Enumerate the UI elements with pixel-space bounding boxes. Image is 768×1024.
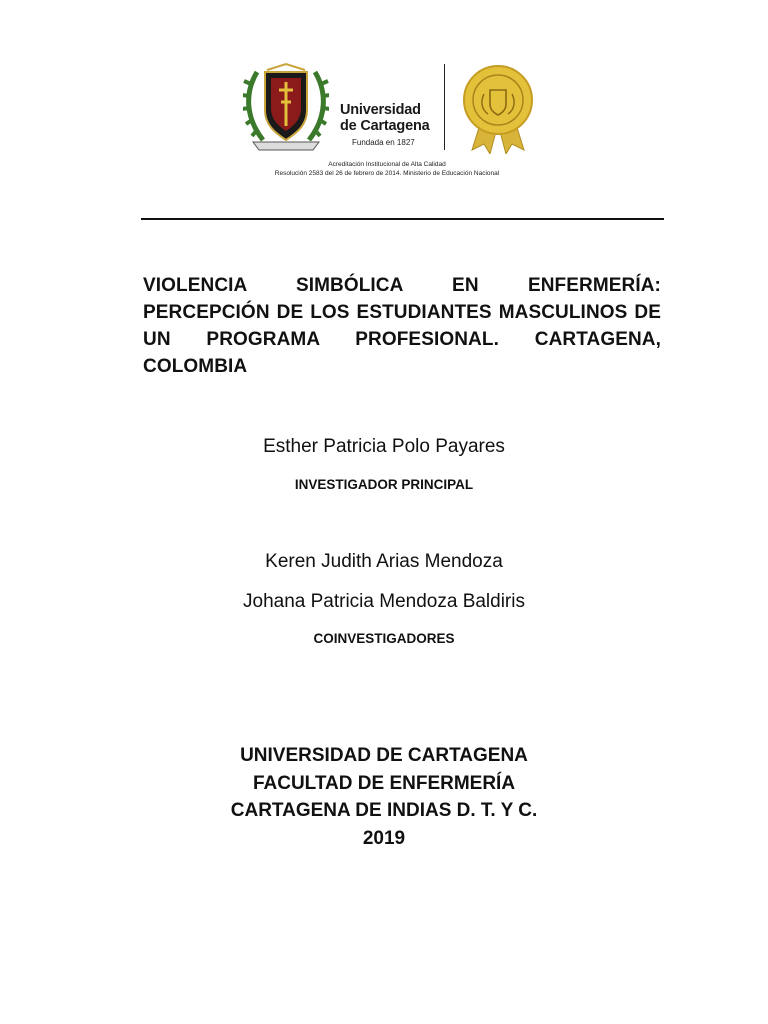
principal-investigator-role: INVESTIGADOR PRINCIPAL bbox=[294, 477, 474, 492]
coinvestigators-role: COINVESTIGADORES bbox=[313, 631, 455, 646]
thesis-title: VIOLENCIA SIMBÓLICA EN ENFERMERÍA: PERCEPCIÓN DE LOS ESTUDIANTES MASCULINOS DE UN PROGRAMA PROFESIONAL. CARTAGENA, COLOMBIA bbox=[143, 275, 661, 377]
university-name-line1: Universidad bbox=[340, 102, 421, 118]
coinvestigator-name-2: Johana Patricia Mendoza Baldiris bbox=[243, 591, 525, 612]
coinvestigator-name-1: Keren Judith Arias Mendoza bbox=[265, 551, 503, 572]
principal-investigator-name: Esther Patricia Polo Payares bbox=[263, 436, 505, 457]
horizontal-rule bbox=[141, 218, 664, 220]
accreditation-line1: Acreditación Institucional de Alta Calidad bbox=[328, 161, 446, 168]
footer-faculty: FACULTAD DE ENFERMERÍA bbox=[252, 772, 516, 794]
logo-divider bbox=[444, 64, 445, 150]
accreditation-note bbox=[260, 160, 514, 178]
institution-footer bbox=[0, 742, 768, 852]
founded-text: Fundada en 1827 bbox=[352, 138, 415, 147]
crest-icon bbox=[243, 62, 329, 152]
university-name-line2: de Cartagena bbox=[340, 118, 430, 134]
university-logotype bbox=[340, 102, 429, 134]
accreditation-line2: Resolución 2583 del 26 de febrero de 2014. Ministerio de Educación Nacional bbox=[274, 170, 500, 177]
footer-year: 2019 bbox=[362, 827, 406, 849]
footer-city: CARTAGENA DE INDIAS D. T. Y C. bbox=[230, 800, 538, 821]
footer-university: UNIVERSIDAD DE CARTAGENA bbox=[240, 745, 528, 766]
accreditation-medal-icon bbox=[460, 64, 536, 154]
